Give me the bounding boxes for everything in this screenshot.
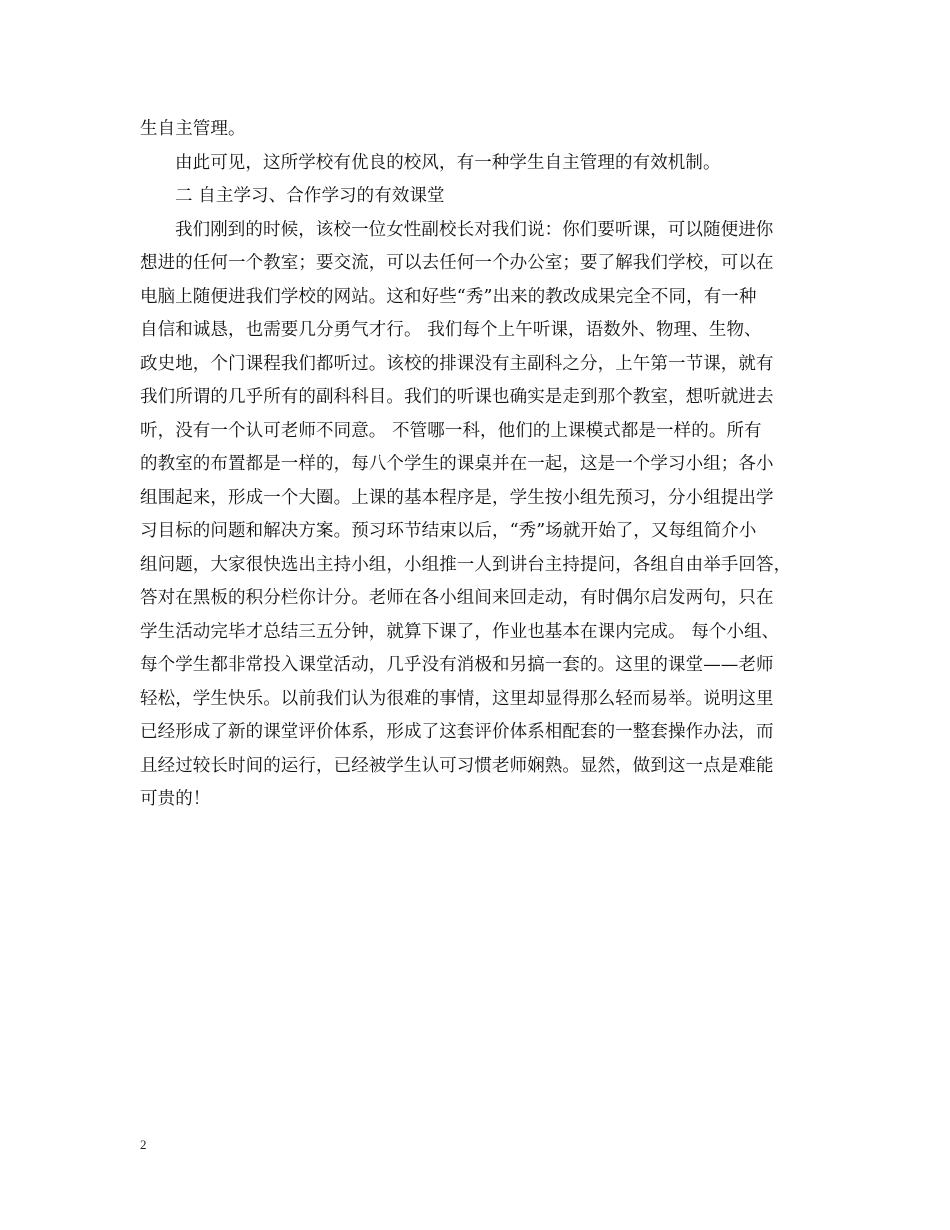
text-line: 政史地，个门课程我们都听过。该校的排课没有主副科之分，上午第一节课，就有 [140,353,774,374]
text-line: 可贵的！ [140,789,211,809]
text-line: 自信和诚恳，也需要几分勇气才行。 我们每个上午听课，语数外、物理、生物、 [140,320,762,340]
text-line: 的教室的布置都是一样的，每八个学生的课桌并在一起，这是一个学习小组；各小 [140,454,774,474]
document-body [140,113,830,817]
text-line: 轻松，学生快乐。以前我们认为很难的事情，这里却显得那么轻而易举。说明这里 [140,688,774,709]
text-line: 答对在黑板的积分栏你计分。老师在各小组间来回走动，有时偶尔启发两句，只在 [140,588,774,608]
text-line: 想进的任何一个教室；要交流，可以去任何一个办公室；要了解我们学校，可以在 [140,253,774,273]
text-line: 我们刚到的时候，该校一位女性副校长对我们说：你们要听课，可以随便进你 [175,219,774,240]
text-line: 生自主管理。 [140,119,246,139]
text-line: 我们所谓的几乎所有的副科科目。我们的听课也确实是走到那个教室，想听就进去 [140,387,774,407]
text-line: 每个学生都非常投入课堂活动，几乎没有消极和另搞一套的。这里的课堂——老师 [140,655,774,675]
text-line: 电脑上随便进我们学校的网站。这和好些“秀”出来的教改成果完全不同，有一种 [140,286,757,307]
text-line: 学生活动完毕才总结三五分钟，就算下课了，作业也基本在课内完成。 每个小组、 [140,621,780,642]
text-line: 听，没有一个认可老师不同意。 不管哪一科，他们的上课模式都是一样的。所有 [140,420,762,441]
text-line: 已经形成了新的课堂评价体系，形成了这套评价体系相配套的一整套操作办法，而 [140,722,774,742]
text-line: 组围起来，形成一个大圈。上课的基本程序是，学生按小组先预习，分小组提出学 [140,487,774,508]
page-number: 2 [140,1137,147,1152]
section-heading: 二 自主学习、合作学习的有效课堂 [175,186,445,206]
text-line: 由此可见，这所学校有优良的校风，有一种学生自主管理的有效机制。 [175,152,721,173]
text-line: 组问题，大家很快选出主持小组，小组推一人到讲台主持提问，各组自由举手回答， [140,554,792,575]
text-line: 且经过较长时间的运行，已经被学生认可习惯老师娴熟。显然，做到这一点是难能 [140,755,774,776]
text-line: 习目标的问题和解决方案。预习环节结束以后，“秀”场就开始了，又每组简介小 [140,521,757,541]
